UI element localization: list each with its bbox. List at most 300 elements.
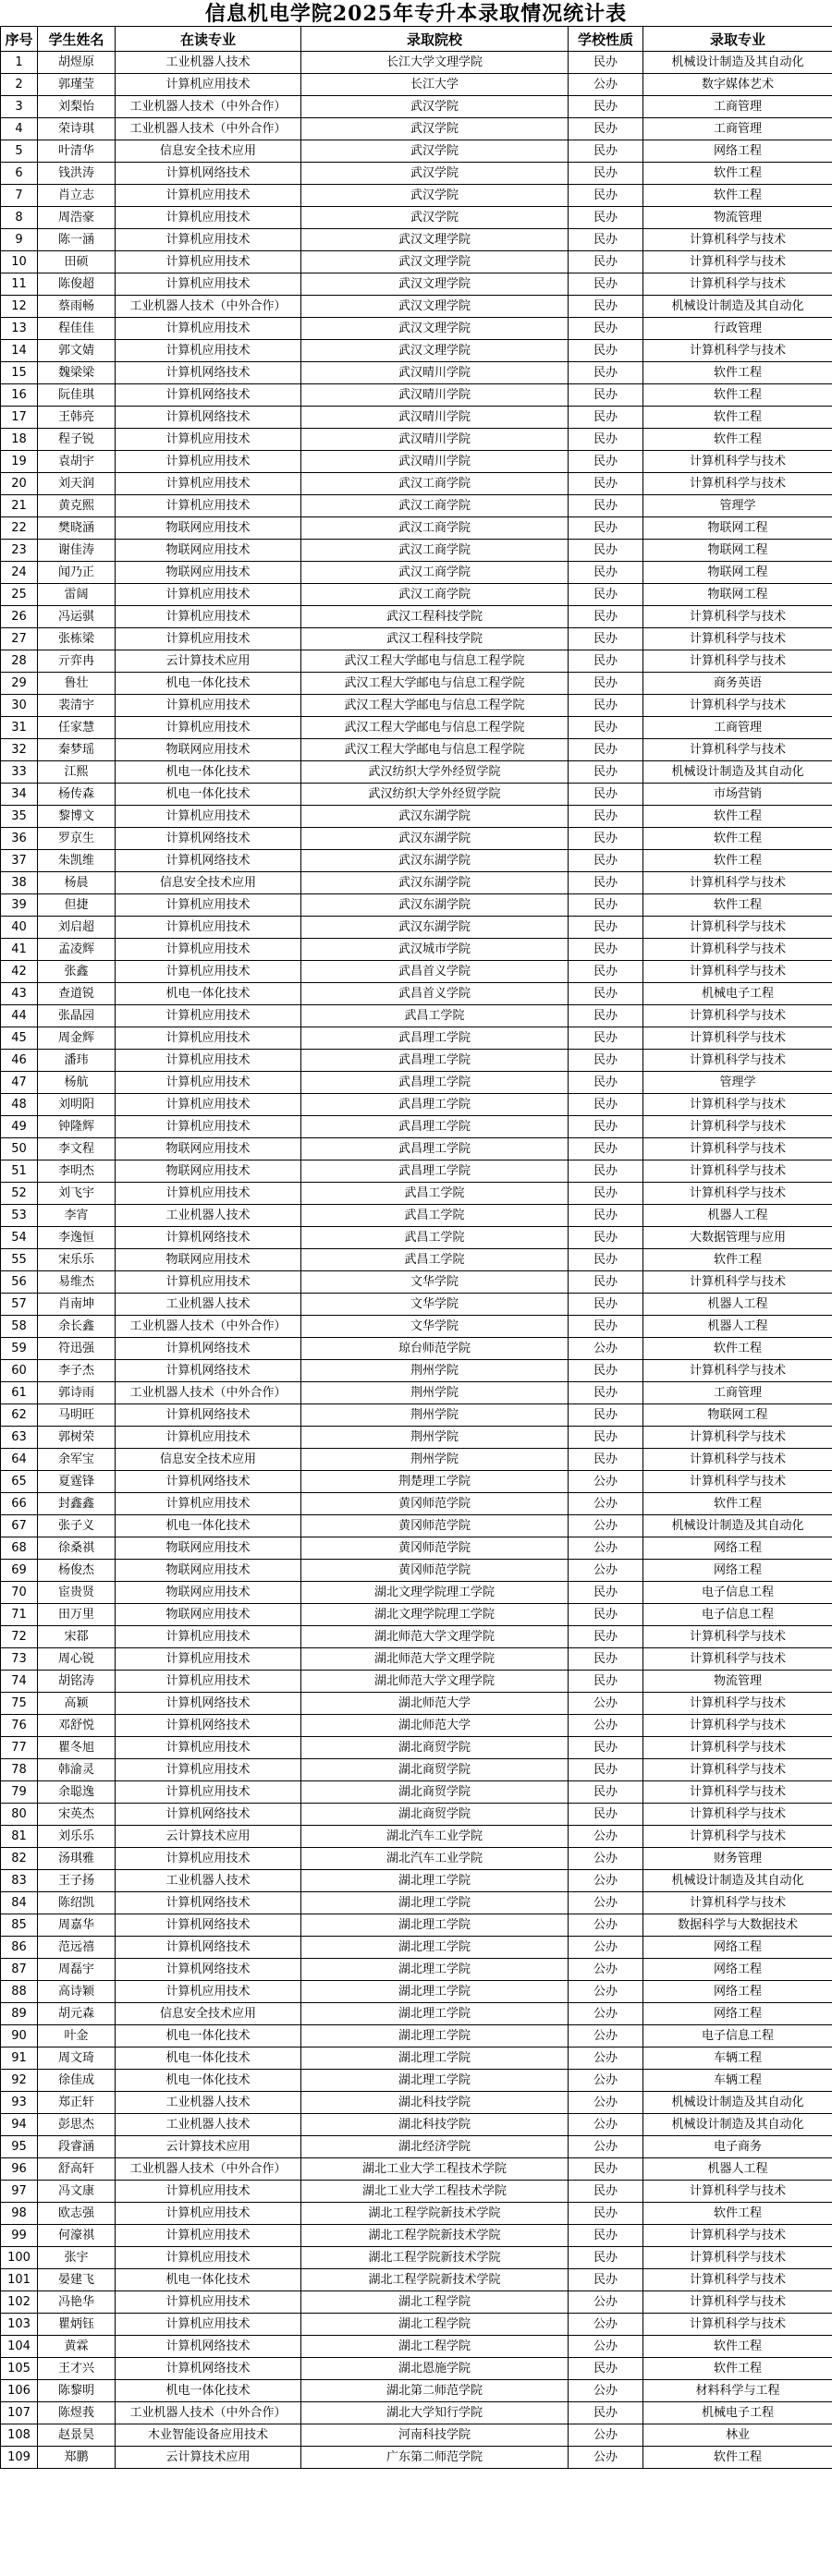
cell-current-major: 计算机网络技术 [116, 1715, 301, 1737]
cell-current-major: 机电一体化技术 [116, 2380, 301, 2402]
cell-admitted-major: 网络工程 [643, 1560, 832, 1582]
cell-student-name: 周浩豪 [38, 207, 116, 229]
table-row [1, 562, 832, 584]
cell-school-type: 民办 [569, 2225, 643, 2247]
table-row [1, 340, 832, 362]
cell-school-type: 民办 [569, 185, 643, 207]
cell-index: 103 [1, 2314, 38, 2336]
cell-index: 56 [1, 1271, 38, 1294]
cell-student-name: 荣诗琪 [38, 118, 116, 140]
cell-admitted-school: 湖北工业大学工程技术学院 [301, 2158, 569, 2181]
cell-admitted-major: 机器人工程 [643, 1294, 832, 1316]
cell-admitted-major: 计算机科学与技术 [643, 1027, 832, 1050]
cell-index: 71 [1, 1604, 38, 1626]
cell-student-name: 何濠祺 [38, 2225, 116, 2247]
cell-index: 93 [1, 2092, 38, 2114]
cell-school-type: 公办 [569, 2447, 643, 2469]
cell-admitted-major: 软件工程 [643, 828, 832, 850]
cell-admitted-school: 武昌理工学院 [301, 1050, 569, 1072]
cell-school-type: 民办 [569, 229, 643, 251]
table-row [1, 1892, 832, 1914]
cell-admitted-school: 湖北汽车工业学院 [301, 1826, 569, 1848]
cell-admitted-major: 工商管理 [643, 717, 832, 739]
cell-school-type: 民办 [569, 939, 643, 961]
cell-student-name: 陈黎明 [38, 2380, 116, 2402]
cell-index: 3 [1, 96, 38, 118]
cell-current-major: 计算机应用技术 [116, 717, 301, 739]
cell-admitted-school: 荆楚理工学院 [301, 1471, 569, 1493]
cell-school-type: 民办 [569, 2158, 643, 2181]
cell-current-major: 工业机器人技术 [116, 52, 301, 74]
cell-admitted-school: 河南科技学院 [301, 2424, 569, 2447]
cell-current-major: 计算机应用技术 [116, 1626, 301, 1648]
table-row [1, 1094, 832, 1116]
cell-admitted-major: 计算机科学与技术 [643, 606, 832, 628]
cell-school-type: 民办 [569, 1382, 643, 1404]
cell-admitted-school: 荆州学院 [301, 1382, 569, 1404]
table-row [1, 1604, 832, 1626]
cell-index: 89 [1, 2003, 38, 2025]
cell-admitted-school: 武汉晴川学院 [301, 362, 569, 384]
cell-admitted-major: 软件工程 [643, 1249, 832, 1271]
cell-admitted-major: 计算机科学与技术 [643, 2247, 832, 2269]
cell-admitted-major: 计算机科学与技术 [643, 939, 832, 961]
cell-school-type: 民办 [569, 207, 643, 229]
cell-index: 20 [1, 473, 38, 495]
table-row [1, 1737, 832, 1759]
cell-school-type: 公办 [569, 1870, 643, 1892]
cell-current-major: 计算机应用技术 [116, 185, 301, 207]
cell-student-name: 叶清华 [38, 140, 116, 163]
cell-admitted-major: 计算机科学与技术 [643, 1160, 832, 1183]
table-row [1, 1781, 832, 1804]
cell-current-major: 计算机网络技术 [116, 384, 301, 407]
table-row [1, 1848, 832, 1870]
cell-admitted-school: 湖北工程学院新技术学院 [301, 2225, 569, 2247]
cell-current-major: 工业机器人技术 [116, 2114, 301, 2136]
cell-student-name: 魏梁梁 [38, 362, 116, 384]
cell-index: 25 [1, 584, 38, 606]
cell-current-major: 计算机网络技术 [116, 1227, 301, 1249]
cell-student-name: 郭树荣 [38, 1427, 116, 1449]
cell-index: 75 [1, 1693, 38, 1715]
cell-school-type: 公办 [569, 2136, 643, 2158]
cell-index: 99 [1, 2225, 38, 2247]
table-row [1, 1804, 832, 1826]
cell-school-type: 民办 [569, 1648, 643, 1671]
cell-student-name: 汤琪雅 [38, 1848, 116, 1870]
cell-student-name: 刘飞宇 [38, 1183, 116, 1205]
cell-admitted-major: 管理学 [643, 495, 832, 517]
cell-admitted-school: 湖北商贸学院 [301, 1781, 569, 1804]
cell-school-type: 民办 [569, 628, 643, 650]
table-row [1, 207, 832, 229]
cell-current-major: 计算机应用技术 [116, 1427, 301, 1449]
cell-current-major: 计算机应用技术 [116, 251, 301, 273]
cell-school-type: 民办 [569, 1604, 643, 1626]
cell-current-major: 机电一体化技术 [116, 784, 301, 806]
cell-current-major: 计算机网络技术 [116, 1360, 301, 1382]
cell-school-type: 公办 [569, 1338, 643, 1360]
cell-school-type: 民办 [569, 1027, 643, 1050]
cell-admitted-school: 武昌首义学院 [301, 961, 569, 983]
cell-index: 70 [1, 1582, 38, 1604]
cell-current-major: 工业机器人技术（中外合作） [116, 96, 301, 118]
cell-school-type: 民办 [569, 673, 643, 695]
cell-admitted-major: 物联网工程 [643, 562, 832, 584]
cell-current-major: 云计算技术应用 [116, 2136, 301, 2158]
cell-student-name: 王韩亮 [38, 407, 116, 429]
cell-school-type: 民办 [569, 1582, 643, 1604]
cell-student-name: 宦贵贤 [38, 1582, 116, 1604]
cell-student-name: 陈煜莪 [38, 2402, 116, 2424]
cell-admitted-school: 湖北文理学院理工学院 [301, 1604, 569, 1626]
cell-student-name: 周嘉华 [38, 1914, 116, 1937]
cell-admitted-major: 机器人工程 [643, 2158, 832, 2181]
cell-current-major: 计算机网络技术 [116, 1937, 301, 1959]
cell-admitted-major: 网络工程 [643, 1959, 832, 1981]
cell-student-name: 冯艳华 [38, 2291, 116, 2314]
cell-school-type: 公办 [569, 1515, 643, 1537]
cell-student-name: 张栋梁 [38, 628, 116, 650]
cell-current-major: 工业机器人技术（中外合作） [116, 2402, 301, 2424]
cell-admitted-school: 湖北恩施学院 [301, 2358, 569, 2380]
cell-student-name: 舒高轩 [38, 2158, 116, 2181]
cell-index: 92 [1, 2070, 38, 2092]
cell-student-name: 陈俊超 [38, 273, 116, 296]
cell-student-name: 钟隆辉 [38, 1116, 116, 1138]
cell-admitted-major: 计算机科学与技术 [643, 917, 832, 939]
table-row [1, 296, 832, 318]
cell-admitted-major: 机器人工程 [643, 1316, 832, 1338]
cell-index: 98 [1, 2203, 38, 2225]
cell-student-name: 余军宝 [38, 1449, 116, 1471]
cell-index: 22 [1, 517, 38, 540]
cell-admitted-major: 软件工程 [643, 2336, 832, 2358]
cell-student-name: 瞿炳钰 [38, 2314, 116, 2336]
cell-current-major: 计算机应用技术 [116, 1027, 301, 1050]
cell-admitted-school: 湖北理工学院 [301, 2047, 569, 2070]
cell-admitted-school: 湖北工程学院新技术学院 [301, 2247, 569, 2269]
cell-index: 72 [1, 1626, 38, 1648]
cell-admitted-major: 计算机科学与技术 [643, 1715, 832, 1737]
cell-index: 107 [1, 2402, 38, 2424]
cell-current-major: 计算机应用技术 [116, 1271, 301, 1294]
cell-admitted-major: 计算机科学与技术 [643, 695, 832, 717]
cell-admitted-school: 荆州学院 [301, 1360, 569, 1382]
cell-school-type: 民办 [569, 650, 643, 673]
cell-admitted-school: 湖北经济学院 [301, 2136, 569, 2158]
table-row [1, 983, 832, 1005]
cell-index: 59 [1, 1338, 38, 1360]
cell-student-name: 范远禧 [38, 1937, 116, 1959]
cell-admitted-school: 武昌理工学院 [301, 1138, 569, 1160]
table-row [1, 2402, 832, 2424]
cell-current-major: 机电一体化技术 [116, 673, 301, 695]
table-row [1, 1449, 832, 1471]
cell-student-name: 张子义 [38, 1515, 116, 1537]
cell-school-type: 民办 [569, 1183, 643, 1205]
table-row [1, 1826, 832, 1848]
cell-admitted-school: 黄冈师范学院 [301, 1560, 569, 1582]
cell-admitted-major: 软件工程 [643, 384, 832, 407]
cell-index: 105 [1, 2358, 38, 2380]
cell-current-major: 计算机应用技术 [116, 1981, 301, 2003]
cell-school-type: 公办 [569, 1693, 643, 1715]
cell-student-name: 李明杰 [38, 1160, 116, 1183]
cell-admitted-school: 武汉晴川学院 [301, 451, 569, 473]
cell-school-type: 公办 [569, 2314, 643, 2336]
cell-current-major: 信息安全技术应用 [116, 2003, 301, 2025]
cell-index: 78 [1, 1759, 38, 1781]
cell-school-type: 民办 [569, 917, 643, 939]
cell-admitted-school: 武汉学院 [301, 185, 569, 207]
cell-current-major: 木业智能设备应用技术 [116, 2424, 301, 2447]
cell-admitted-major: 机械电子工程 [643, 2402, 832, 2424]
cell-current-major: 机电一体化技术 [116, 1515, 301, 1537]
cell-current-major: 计算机应用技术 [116, 207, 301, 229]
table-row [1, 2225, 832, 2247]
cell-school-type: 民办 [569, 739, 643, 761]
header-current-major: 在读专业 [116, 27, 301, 52]
cell-current-major: 机电一体化技术 [116, 983, 301, 1005]
cell-index: 32 [1, 739, 38, 761]
cell-current-major: 计算机应用技术 [116, 2225, 301, 2247]
cell-student-name: 任家慧 [38, 717, 116, 739]
cell-current-major: 云计算技术应用 [116, 2447, 301, 2469]
cell-student-name: 杨传森 [38, 784, 116, 806]
cell-admitted-school: 湖北理工学院 [301, 1870, 569, 1892]
cell-school-type: 公办 [569, 2070, 643, 2092]
cell-admitted-school: 武汉学院 [301, 207, 569, 229]
cell-student-name: 潘玮 [38, 1050, 116, 1072]
table-row [1, 628, 832, 650]
cell-index: 21 [1, 495, 38, 517]
cell-student-name: 闻乃正 [38, 562, 116, 584]
table-row [1, 650, 832, 673]
cell-admitted-major: 林业 [643, 2424, 832, 2447]
table-row [1, 828, 832, 850]
cell-index: 53 [1, 1205, 38, 1227]
cell-index: 5 [1, 140, 38, 163]
cell-admitted-school: 湖北工程学院 [301, 2336, 569, 2358]
cell-index: 10 [1, 251, 38, 273]
cell-current-major: 计算机应用技术 [116, 2314, 301, 2336]
cell-admitted-major: 计算机科学与技术 [643, 1804, 832, 1826]
cell-admitted-major: 计算机科学与技术 [643, 2291, 832, 2314]
cell-admitted-major: 软件工程 [643, 2203, 832, 2225]
cell-student-name: 袁胡宇 [38, 451, 116, 473]
cell-student-name: 亓弈冉 [38, 650, 116, 673]
cell-student-name: 周文琦 [38, 2047, 116, 2070]
cell-current-major: 计算机应用技术 [116, 2181, 301, 2203]
cell-school-type: 公办 [569, 2336, 643, 2358]
cell-school-type: 民办 [569, 584, 643, 606]
cell-index: 100 [1, 2247, 38, 2269]
cell-school-type: 民办 [569, 1404, 643, 1427]
cell-index: 48 [1, 1094, 38, 1116]
cell-admitted-major: 计算机科学与技术 [643, 1737, 832, 1759]
cell-admitted-school: 武昌理工学院 [301, 1027, 569, 1050]
cell-index: 27 [1, 628, 38, 650]
table-row [1, 1116, 832, 1138]
cell-school-type: 公办 [569, 1537, 643, 1560]
cell-admitted-major: 管理学 [643, 1072, 832, 1094]
cell-student-name: 宋乐乐 [38, 1249, 116, 1271]
cell-student-name: 邓舒悦 [38, 1715, 116, 1737]
cell-index: 77 [1, 1737, 38, 1759]
cell-admitted-school: 湖北理工学院 [301, 2025, 569, 2047]
cell-admitted-major: 物联网工程 [643, 584, 832, 606]
cell-current-major: 计算机应用技术 [116, 318, 301, 340]
cell-index: 68 [1, 1537, 38, 1560]
cell-school-type: 公办 [569, 2114, 643, 2136]
cell-index: 39 [1, 894, 38, 917]
cell-admitted-major: 计算机科学与技术 [643, 2269, 832, 2291]
admission-table [0, 26, 832, 2469]
cell-admitted-school: 武汉学院 [301, 163, 569, 185]
table-header-row [1, 27, 832, 52]
cell-admitted-major: 计算机科学与技术 [643, 1471, 832, 1493]
cell-current-major: 计算机网络技术 [116, 2358, 301, 2380]
cell-student-name: 周心锐 [38, 1648, 116, 1671]
cell-index: 26 [1, 606, 38, 628]
cell-student-name: 周磊宇 [38, 1959, 116, 1981]
cell-admitted-major: 计算机科学与技术 [643, 1183, 832, 1205]
table-row [1, 2003, 832, 2025]
cell-admitted-major: 软件工程 [643, 429, 832, 451]
table-row [1, 2291, 832, 2314]
cell-school-type: 民办 [569, 1294, 643, 1316]
cell-admitted-school: 湖北理工学院 [301, 1959, 569, 1981]
cell-admitted-school: 武汉东湖学院 [301, 850, 569, 872]
cell-current-major: 机电一体化技术 [116, 2047, 301, 2070]
cell-admitted-school: 武昌理工学院 [301, 1072, 569, 1094]
cell-student-name: 黄霖 [38, 2336, 116, 2358]
cell-admitted-school: 武汉文理学院 [301, 318, 569, 340]
header-admitted-school: 录取院校 [301, 27, 569, 52]
cell-school-type: 公办 [569, 1826, 643, 1848]
cell-school-type: 民办 [569, 118, 643, 140]
cell-current-major: 计算机网络技术 [116, 1404, 301, 1427]
cell-index: 1 [1, 52, 38, 74]
table-row [1, 2424, 832, 2447]
cell-index: 58 [1, 1316, 38, 1338]
cell-index: 62 [1, 1404, 38, 1427]
cell-admitted-school: 武汉工程大学邮电与信息工程学院 [301, 650, 569, 673]
cell-school-type: 民办 [569, 1050, 643, 1072]
cell-current-major: 信息安全技术应用 [116, 872, 301, 894]
cell-current-major: 计算机应用技术 [116, 1183, 301, 1205]
cell-school-type: 民办 [569, 273, 643, 296]
cell-admitted-major: 计算机科学与技术 [643, 872, 832, 894]
cell-admitted-school: 湖北科技学院 [301, 2114, 569, 2136]
table-row [1, 1338, 832, 1360]
cell-student-name: 冯运骐 [38, 606, 116, 628]
cell-index: 94 [1, 2114, 38, 2136]
cell-admitted-major: 计算机科学与技术 [643, 1094, 832, 1116]
cell-index: 95 [1, 2136, 38, 2158]
table-row [1, 2247, 832, 2269]
cell-admitted-school: 荆州学院 [301, 1449, 569, 1471]
table-row [1, 939, 832, 961]
cell-admitted-major: 软件工程 [643, 806, 832, 828]
cell-school-type: 民办 [569, 1116, 643, 1138]
cell-index: 102 [1, 2291, 38, 2314]
cell-admitted-school: 武汉学院 [301, 96, 569, 118]
cell-student-name: 谢佳涛 [38, 540, 116, 562]
cell-admitted-major: 计算机科学与技术 [643, 1781, 832, 1804]
cell-admitted-major: 机器人工程 [643, 1205, 832, 1227]
cell-current-major: 计算机应用技术 [116, 451, 301, 473]
cell-student-name: 肖南坤 [38, 1294, 116, 1316]
cell-student-name: 欧志强 [38, 2203, 116, 2225]
table-row [1, 673, 832, 695]
cell-school-type: 公办 [569, 2424, 643, 2447]
table-row [1, 761, 832, 784]
cell-admitted-school: 文华学院 [301, 1294, 569, 1316]
cell-admitted-school: 武汉工程大学邮电与信息工程学院 [301, 717, 569, 739]
cell-index: 104 [1, 2336, 38, 2358]
cell-current-major: 计算机应用技术 [116, 939, 301, 961]
cell-school-type: 公办 [569, 1892, 643, 1914]
cell-current-major: 计算机应用技术 [116, 628, 301, 650]
cell-index: 42 [1, 961, 38, 983]
cell-index: 41 [1, 939, 38, 961]
cell-index: 97 [1, 2181, 38, 2203]
cell-current-major: 计算机应用技术 [116, 1050, 301, 1072]
cell-current-major: 计算机应用技术 [116, 961, 301, 983]
cell-current-major: 计算机应用技术 [116, 1648, 301, 1671]
cell-admitted-school: 文华学院 [301, 1316, 569, 1338]
header-admitted-major: 录取专业 [643, 27, 832, 52]
cell-index: 57 [1, 1294, 38, 1316]
cell-current-major: 计算机应用技术 [116, 1671, 301, 1693]
cell-school-type: 民办 [569, 1227, 643, 1249]
cell-admitted-major: 财务管理 [643, 1848, 832, 1870]
cell-current-major: 工业机器人技术 [116, 2092, 301, 2114]
cell-current-major: 计算机应用技术 [116, 806, 301, 828]
cell-admitted-major: 机械设计制造及其自动化 [643, 1515, 832, 1537]
cell-index: 18 [1, 429, 38, 451]
cell-index: 23 [1, 540, 38, 562]
table-row [1, 1427, 832, 1449]
cell-current-major: 工业机器人技术 [116, 1870, 301, 1892]
cell-student-name: 杨晨 [38, 872, 116, 894]
cell-admitted-major: 软件工程 [643, 1493, 832, 1515]
cell-admitted-major: 计算机科学与技术 [643, 1759, 832, 1781]
table-row [1, 1205, 832, 1227]
cell-current-major: 物联网应用技术 [116, 1160, 301, 1183]
cell-admitted-school: 湖北理工学院 [301, 1981, 569, 2003]
cell-admitted-major: 机械电子工程 [643, 983, 832, 1005]
cell-school-type: 民办 [569, 2402, 643, 2424]
cell-admitted-school: 武汉工商学院 [301, 473, 569, 495]
table-row [1, 1648, 832, 1671]
cell-admitted-major: 软件工程 [643, 185, 832, 207]
cell-current-major: 计算机应用技术 [116, 894, 301, 917]
cell-index: 6 [1, 163, 38, 185]
cell-index: 24 [1, 562, 38, 584]
cell-admitted-school: 武汉纺织大学外经贸学院 [301, 784, 569, 806]
cell-student-name: 黎博文 [38, 806, 116, 828]
cell-index: 84 [1, 1892, 38, 1914]
cell-student-name: 田万里 [38, 1604, 116, 1626]
cell-school-type: 民办 [569, 517, 643, 540]
cell-admitted-school: 黄冈师范学院 [301, 1537, 569, 1560]
cell-school-type: 公办 [569, 1981, 643, 2003]
cell-index: 16 [1, 384, 38, 407]
